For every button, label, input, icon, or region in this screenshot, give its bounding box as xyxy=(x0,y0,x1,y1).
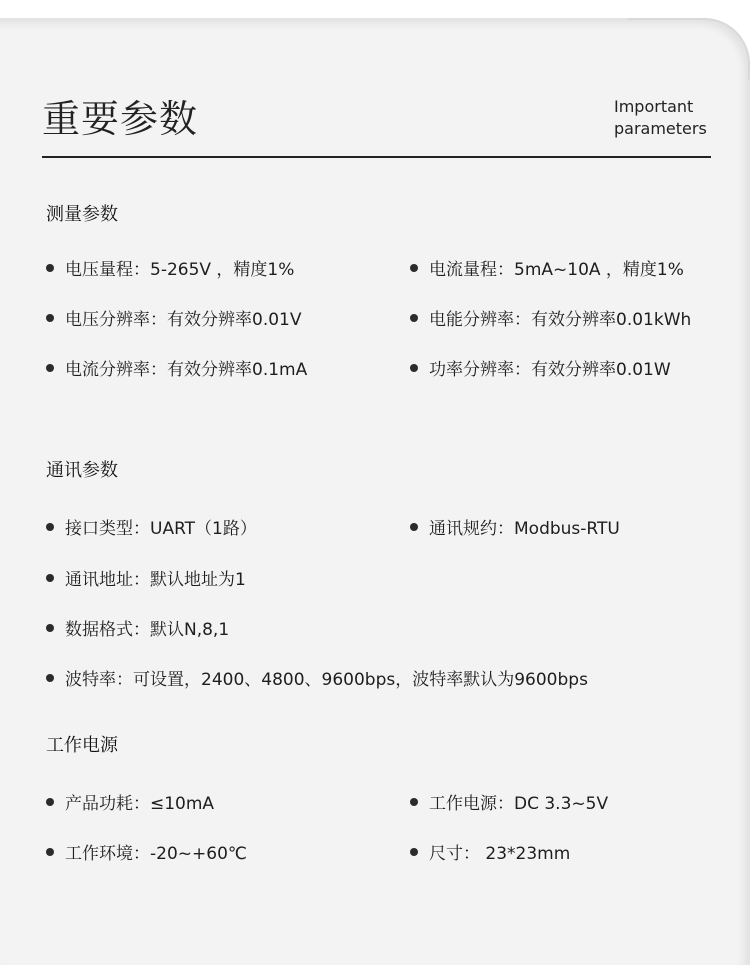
spec-text: 波特率：可设置，2400、4800、9600bps，波特率默认为9600bps xyxy=(65,670,588,690)
subtitle-line-2: parameters xyxy=(614,119,707,138)
spec-item xyxy=(46,355,307,380)
spec-item xyxy=(410,789,608,814)
bullet-icon xyxy=(46,314,54,322)
bullet-icon xyxy=(46,264,54,272)
spec-text: 数据格式：默认N,8,1 xyxy=(65,620,230,640)
spec-item xyxy=(46,789,214,814)
spec-item xyxy=(46,514,257,539)
spec-text: 功率分辨率：有效分辨率0.01W xyxy=(429,360,671,380)
spec-item xyxy=(46,255,294,280)
spec-text: 通讯地址：默认地址为1 xyxy=(65,570,246,590)
spec-text: 电压量程：5-265V ，精度1% xyxy=(65,260,295,280)
title-divider xyxy=(42,156,711,158)
bullet-icon xyxy=(46,848,54,856)
page-title: 重要参数 xyxy=(42,97,199,141)
spec-text: 接口类型：UART（1路） xyxy=(65,519,257,539)
section-title-power: 工作电源 xyxy=(46,735,118,756)
spec-text: 电流量程：5mA~10A ，精度1% xyxy=(429,260,684,280)
spec-text: 电能分辨率：有效分辨率0.01kWh xyxy=(429,310,692,330)
spec-item xyxy=(410,305,691,330)
bullet-icon xyxy=(46,364,54,372)
spec-text: 产品功耗：≤10mA xyxy=(65,794,215,814)
bullet-icon xyxy=(410,264,418,272)
page-subtitle xyxy=(614,96,707,140)
spec-text: 电压分辨率：有效分辨率0.01V xyxy=(65,310,302,330)
spec-text: 工作环境：-20~+60℃ xyxy=(65,844,247,864)
bullet-icon xyxy=(46,574,54,582)
bullet-icon xyxy=(46,798,54,806)
bullet-icon xyxy=(410,798,418,806)
section-title-communication: 通讯参数 xyxy=(46,460,118,481)
spec-item xyxy=(410,255,684,280)
spec-item xyxy=(46,615,229,640)
bullet-icon xyxy=(410,364,418,372)
bullet-icon xyxy=(410,848,418,856)
spec-text: 工作电源：DC 3.3~5V xyxy=(429,794,609,814)
bullet-icon xyxy=(46,674,54,682)
spec-item xyxy=(46,665,588,690)
spec-item xyxy=(46,565,246,590)
bullet-icon xyxy=(410,523,418,531)
spec-text: 通讯规约：Modbus-RTU xyxy=(429,519,620,539)
content-card xyxy=(0,18,750,965)
subtitle-line-1: Important xyxy=(614,97,694,116)
spec-text: 电流分辨率：有效分辨率0.1mA xyxy=(65,360,308,380)
bullet-icon xyxy=(46,523,54,531)
spec-item xyxy=(410,514,620,539)
spec-item xyxy=(410,355,671,380)
section-title-measurement: 测量参数 xyxy=(46,204,118,225)
spec-item xyxy=(46,305,301,330)
bullet-icon xyxy=(46,624,54,632)
spec-item xyxy=(410,839,570,864)
bullet-icon xyxy=(410,314,418,322)
spec-text: 尺寸： 23*23mm xyxy=(429,844,571,864)
spec-item xyxy=(46,839,247,864)
